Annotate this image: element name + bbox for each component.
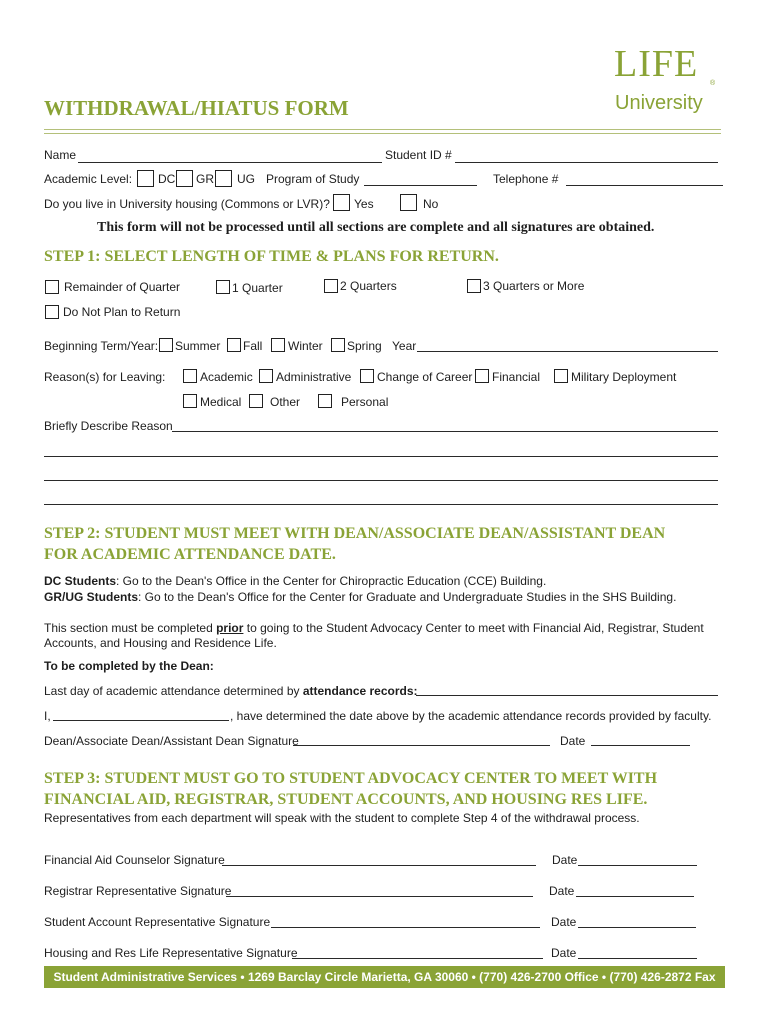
ug-label: UG (237, 172, 255, 186)
academic-reason-label: Academic (200, 370, 253, 384)
change-of-career-label: Change of Career (377, 370, 473, 384)
one-quarter-checkbox[interactable] (216, 280, 230, 294)
registrar-date-field[interactable] (576, 896, 694, 897)
last-day-pre: Last day of academic attendance determined by (44, 684, 303, 698)
financial-reason-checkbox[interactable] (475, 369, 489, 383)
dc-checkbox[interactable] (137, 170, 154, 187)
step3-subtext: Representatives from each department will speak with the student to complete Step 4 of the withdrawal process. (44, 811, 640, 825)
step3-heading-line1: STEP 3: STUDENT MUST GO TO STUDENT ADVOCACY CENTER TO MEET WITH (44, 770, 658, 787)
fall-checkbox[interactable] (227, 338, 241, 352)
describe-reason-line-4[interactable] (44, 504, 718, 505)
dean-name-field[interactable] (53, 720, 229, 721)
administrative-reason-label: Administrative (276, 370, 352, 384)
form-title: WITHDRAWAL/HIATUS FORM (44, 96, 349, 120)
academic-reason-checkbox[interactable] (183, 369, 197, 383)
last-day-field[interactable] (416, 695, 718, 696)
student-account-date-field[interactable] (578, 927, 696, 928)
dc-students-instruction (44, 574, 546, 588)
three-quarters-label: 3 Quarters or More (483, 279, 585, 293)
dean-completion-label: To be completed by the Dean: (44, 659, 214, 673)
name-field[interactable] (78, 162, 382, 163)
beginning-term-label: Beginning Term/Year: (44, 339, 159, 353)
three-quarters-checkbox[interactable] (467, 279, 481, 293)
step1-heading: STEP 1: SELECT LENGTH OF TIME & PLANS FOR RETURN. (44, 248, 499, 265)
housing-date-field[interactable] (578, 958, 697, 959)
step2-heading-line1: STEP 2: STUDENT MUST MEET WITH DEAN/ASSOCIATE DEAN/ASSISTANT DEAN (44, 525, 666, 542)
medical-reason-label: Medical (200, 395, 242, 409)
i-label: I, (44, 709, 51, 723)
administrative-reason-checkbox[interactable] (259, 369, 273, 383)
financial-aid-date-field[interactable] (578, 865, 697, 866)
financial-aid-signature-label: Financial Aid Counselor Signature (44, 853, 225, 867)
student-id-field[interactable] (455, 162, 718, 163)
step2-heading-line2: FOR ACADEMIC ATTENDANCE DATE. (44, 546, 336, 563)
section-note-prior: prior (216, 621, 244, 635)
year-label: Year (392, 339, 417, 353)
registrar-date-label: Date (549, 884, 575, 898)
reasons-label: Reason(s) for Leaving: (44, 370, 166, 384)
section-note-post: to going to the Student Advocacy Center to meet with Financial Aid, Registrar, Student (243, 621, 704, 635)
dc-label: DC (158, 172, 176, 186)
registrar-signature-field[interactable] (226, 896, 533, 897)
title-rule-2 (44, 133, 721, 134)
personal-reason-checkbox[interactable] (318, 394, 332, 408)
section-note-pre: This section must be completed (44, 621, 217, 635)
student-account-signature-field[interactable] (271, 927, 540, 928)
section-note-line1 (44, 621, 704, 635)
housing-signature-label: Housing and Res Life Representative Signature (44, 946, 298, 960)
military-deployment-label: Military Deployment (571, 370, 677, 384)
remainder-quarter-checkbox[interactable] (45, 280, 59, 294)
title-rule (44, 129, 721, 130)
winter-label: Winter (288, 339, 323, 353)
housing-signature-field[interactable] (292, 958, 543, 959)
no-return-checkbox[interactable] (45, 305, 59, 319)
logo-university-text: University (615, 92, 703, 114)
housing-yes-checkbox[interactable] (333, 194, 350, 211)
spring-label: Spring (347, 339, 382, 353)
summer-label: Summer (175, 339, 221, 353)
last-day-label (44, 684, 418, 698)
grug-students-bold: GR/UG Students (44, 590, 139, 604)
determined-text: , have determined the date above by the academic attendance records provided by faculty. (230, 709, 712, 723)
military-deployment-checkbox[interactable] (554, 369, 568, 383)
ug-checkbox[interactable] (215, 170, 232, 187)
fall-label: Fall (243, 339, 263, 353)
other-reason-checkbox[interactable] (249, 394, 263, 408)
dean-date-field[interactable] (591, 745, 690, 746)
financial-aid-date-label: Date (552, 853, 578, 867)
student-account-date-label: Date (551, 915, 577, 929)
financial-aid-signature-field[interactable] (222, 865, 536, 866)
housing-question: Do you live in University housing (Commons or LVR)? (44, 197, 330, 211)
gr-label: GR (196, 172, 214, 186)
housing-yes-label: Yes (354, 197, 374, 211)
academic-level-label: Academic Level: (44, 172, 133, 186)
describe-reason-line-3[interactable] (44, 480, 718, 481)
grug-students-instruction (44, 590, 676, 604)
medical-reason-checkbox[interactable] (183, 394, 197, 408)
name-label: Name (44, 148, 77, 162)
describe-reason-field[interactable] (172, 431, 718, 432)
logo-registered-mark: ® (710, 80, 716, 87)
no-return-label: Do Not Plan to Return (63, 305, 181, 319)
dean-signature-label: Dean/Associate Dean/Assistant Dean Signature (44, 734, 299, 748)
housing-date-label: Date (551, 946, 577, 960)
dc-students-text: : Go to the Dean's Office in the Center for Chiropractic Education (CCE) Building. (116, 574, 547, 588)
processing-notice: This form will not be processed until all sections are complete and all signatures are obtained. (97, 220, 655, 235)
registrar-signature-label: Registrar Representative Signature (44, 884, 232, 898)
telephone-label: Telephone # (493, 172, 559, 186)
describe-reason-line-2[interactable] (44, 456, 718, 457)
logo-life-text: LIFE (614, 43, 699, 85)
section-note-line2: Accounts, and Housing and Residence Life. (44, 636, 277, 650)
footer-contact-bar: Student Administrative Services • 1269 Barclay Circle Marietta, GA 30060 • (770) 426-2700 Office • (770) 426-2872 Fax (44, 966, 725, 988)
financial-reason-label: Financial (492, 370, 541, 384)
summer-checkbox[interactable] (159, 338, 173, 352)
remainder-quarter-label: Remainder of Quarter (64, 280, 181, 294)
dc-students-bold: DC Students (44, 574, 116, 588)
housing-no-checkbox[interactable] (400, 194, 417, 211)
two-quarters-checkbox[interactable] (324, 279, 338, 293)
year-field[interactable] (417, 351, 718, 352)
one-quarter-label: 1 Quarter (232, 281, 283, 295)
winter-checkbox[interactable] (271, 338, 285, 352)
step3-heading-line2: FINANCIAL AID, REGISTRAR, STUDENT ACCOUNTS, AND HOUSING RES LIFE. (44, 791, 648, 808)
gr-checkbox[interactable] (176, 170, 193, 187)
program-label: Program of Study (266, 172, 360, 186)
describe-reason-label: Briefly Describe Reason (44, 419, 173, 433)
telephone-field[interactable] (566, 185, 723, 186)
personal-reason-label: Personal (341, 395, 389, 409)
last-day-bold: attendance records: (302, 684, 418, 698)
program-field[interactable] (364, 185, 477, 186)
dean-date-label: Date (560, 734, 586, 748)
change-of-career-checkbox[interactable] (360, 369, 374, 383)
other-reason-label: Other (270, 395, 301, 409)
student-id-label: Student ID # (385, 148, 452, 162)
two-quarters-label: 2 Quarters (340, 279, 397, 293)
spring-checkbox[interactable] (331, 338, 345, 352)
dean-signature-field[interactable] (293, 745, 550, 746)
student-account-signature-label: Student Account Representative Signature (44, 915, 271, 929)
grug-students-text: : Go to the Dean's Office for the Center for Graduate and Undergraduate Studies in the SHS Building. (138, 590, 677, 604)
housing-no-label: No (423, 197, 439, 211)
